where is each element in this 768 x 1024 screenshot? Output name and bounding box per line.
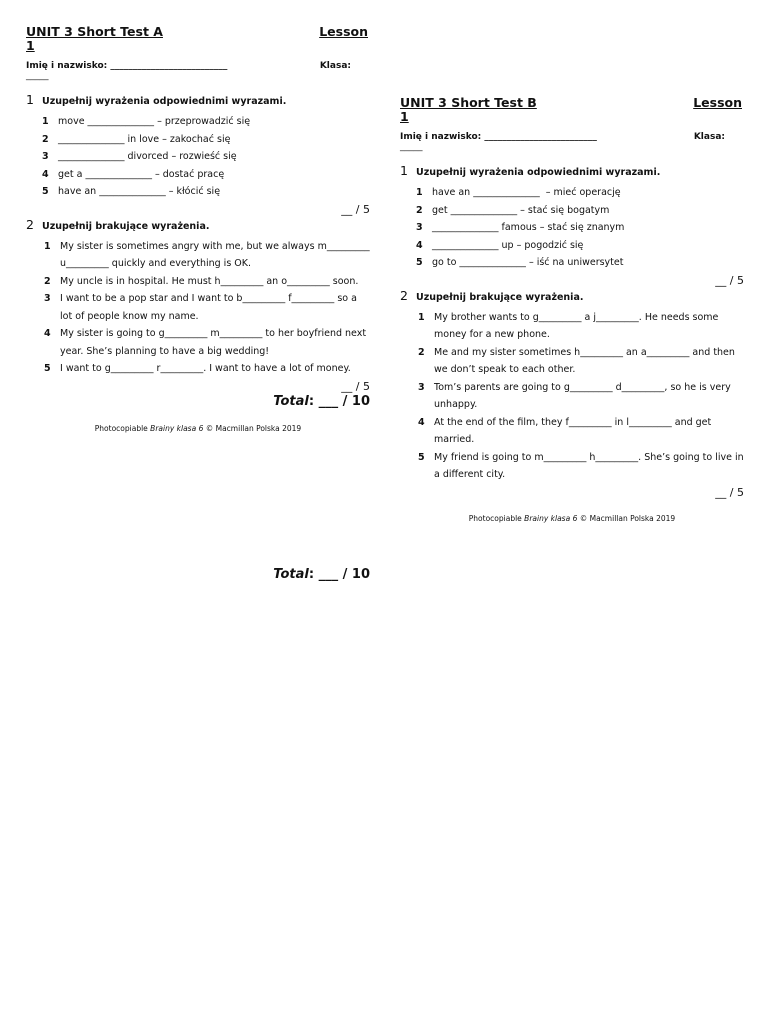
list-item: [26, 131, 370, 149]
list-item: [400, 184, 744, 202]
item-number: 4: [416, 239, 423, 251]
item-text: Tom’s parents are going to g_________ d_________, so he is very unhappy.: [434, 381, 734, 410]
test-b-header: [400, 96, 744, 124]
list-item: [26, 325, 370, 360]
item-text: My sister is going to g_________ m_________ to her boyfriend next year. She’s planning to have a big wedding!: [60, 328, 370, 357]
test-b-ex1-number: 1: [400, 163, 408, 178]
item-text: My uncle is in hospital. He must h_________ an o_________ soon.: [60, 275, 359, 287]
list-item: [400, 219, 744, 237]
test-a-ex1-score: __ / 5: [341, 202, 370, 216]
list-item: [26, 148, 370, 166]
item-number: 2: [416, 204, 423, 216]
test-a-ex1-title: Uzupełnij wyrażenia odpowiednimi wyrazami.: [42, 96, 287, 107]
test-b-class-blank: _____: [400, 142, 423, 152]
item-text: I want to be a pop star and I want to b_________ f_________ so a lot of people know my name.: [60, 293, 360, 322]
item-number: 1: [416, 187, 423, 198]
test-b-ex1-title: Uzupełnij wyrażenia odpowiednimi wyrazami.: [416, 167, 661, 178]
test-a-ex1-list: [26, 113, 370, 201]
list-item: [400, 254, 744, 272]
list-item: [26, 238, 373, 273]
item-text: My friend is going to m_________ h_________. She’s going to live in a different city.: [434, 451, 747, 480]
item-text: have an ______________ – mieć operację: [432, 187, 621, 198]
test-b-footer: [400, 514, 744, 523]
item-number: 3: [416, 222, 423, 233]
item-number: 3: [44, 293, 51, 304]
test-b-class-field: Klasa:: [693, 132, 725, 142]
item-text: move ______________ – przeprowadzić się: [58, 116, 251, 127]
item-number: 5: [42, 186, 49, 197]
test-a-ex2-score: __ / 5: [341, 379, 370, 393]
list-item: [26, 166, 370, 184]
item-text: My sister is sometimes angry with me, but we always m_________ u_________ quickly and everything is OK.: [60, 240, 373, 269]
footer-copyright: © Macmillan Polska 2019: [203, 423, 302, 433]
item-text: ______________ up – pogodzić się: [432, 239, 584, 251]
item-text: get a ______________ – dostać pracę: [58, 168, 225, 180]
test-a-sheet: [26, 24, 373, 433]
list-item: [400, 414, 744, 449]
item-number: 2: [42, 133, 49, 145]
test-a-class-blank: _____: [26, 71, 49, 81]
footer-text: Photocopiable: [94, 423, 151, 433]
list-item: [400, 309, 744, 344]
test-b-ex1-header: [400, 163, 744, 178]
item-number: 3: [42, 151, 49, 162]
test-b-ex2-header: [400, 288, 744, 303]
test-a-total-word: Total: [273, 393, 309, 409]
list-item: [26, 113, 370, 131]
bottom-total-value: : ___ / 10: [308, 567, 370, 582]
item-text: I want to g_________ r_________. I want to have a lot of money.: [60, 363, 351, 374]
test-a-lesson-label: Lesson: [319, 24, 368, 39]
test-b-ex2-title: Uzupełnij brakujące wyrażenia.: [416, 291, 584, 303]
test-a-ex1-number: 1: [26, 92, 34, 107]
test-a-header: [26, 25, 370, 53]
test-a-ex2-title: Uzupełnij brakujące wyrażenia.: [42, 220, 210, 232]
test-a-ex2-list: [26, 238, 373, 378]
test-b-ex1-list: [400, 184, 744, 272]
list-item: [400, 449, 747, 484]
test-a-ex1-header: [26, 92, 370, 107]
footer-book-title: Brainy klasa 6: [150, 423, 204, 433]
bottom-total: [26, 567, 370, 583]
test-a-ex2-number: 2: [26, 216, 34, 232]
item-text: ______________ in love – zakochać się: [58, 133, 231, 145]
test-b-lesson-label: Lesson: [693, 95, 742, 110]
item-number: 2: [44, 275, 51, 287]
test-a-class-field: Klasa:: [319, 61, 351, 71]
list-item: [400, 202, 744, 220]
item-number: 4: [44, 328, 51, 339]
test-b-ex1-score: __ / 5: [715, 273, 744, 287]
list-item: [26, 290, 370, 325]
item-text: At the end of the film, they f_________ in l_________ and get married.: [434, 416, 715, 445]
test-b-name-row: [400, 131, 744, 143]
item-text: Me and my sister sometimes h_________ an a_________ and then we don’t speak to each other.: [434, 346, 738, 375]
test-b-title: UNIT 3 Short Test B 1: [400, 95, 537, 124]
test-b-ex2-score: __ / 5: [715, 485, 744, 499]
list-item: [400, 379, 744, 414]
test-a-footer: [26, 424, 370, 433]
item-text: ______________ famous – stać się znanym: [432, 222, 625, 233]
item-text: get ______________ – stać się bogatym: [432, 204, 610, 216]
item-number: 3: [418, 381, 425, 393]
footer-book-title: Brainy klasa 6: [524, 513, 578, 523]
list-item: [400, 237, 744, 255]
list-item: [26, 183, 370, 201]
list-item: [26, 273, 370, 291]
list-item: [26, 360, 370, 378]
bottom-total-word: Total: [273, 567, 309, 582]
test-a-total: [26, 394, 370, 410]
test-b-ex2-list: [400, 309, 747, 484]
item-number: 1: [44, 240, 51, 252]
item-text: My brother wants to g_________ a j_________. He needs some money for a new phone.: [434, 311, 722, 340]
test-a-name-row: [26, 60, 370, 72]
item-number: 4: [42, 168, 49, 180]
item-number: 5: [44, 363, 51, 374]
test-a-ex2-header: [26, 217, 370, 232]
item-text: go to ______________ – iść na uniwersytet: [432, 257, 624, 268]
test-a-title: UNIT 3 Short Test A 1: [26, 24, 163, 53]
item-text: have an ______________ – kłócić się: [58, 186, 221, 197]
item-number: 5: [418, 451, 425, 463]
item-number: 1: [418, 311, 425, 323]
list-item: [400, 344, 744, 379]
item-text: ______________ divorced – rozwieść się: [58, 151, 237, 162]
test-b-ex2-number: 2: [400, 287, 408, 303]
footer-copyright: © Macmillan Polska 2019: [577, 513, 676, 523]
test-a-total-value: : ___ / 10: [308, 393, 370, 409]
item-number: 4: [418, 416, 425, 428]
item-number: 2: [418, 346, 425, 358]
item-number: 1: [42, 116, 49, 127]
footer-text: Photocopiable: [468, 513, 525, 523]
item-number: 5: [416, 257, 423, 268]
test-a-name-field: Imię i nazwisko: __________________________: [26, 61, 228, 71]
test-b-name-field: Imię i nazwisko: _________________________: [400, 132, 597, 142]
test-b-sheet: [400, 95, 747, 523]
